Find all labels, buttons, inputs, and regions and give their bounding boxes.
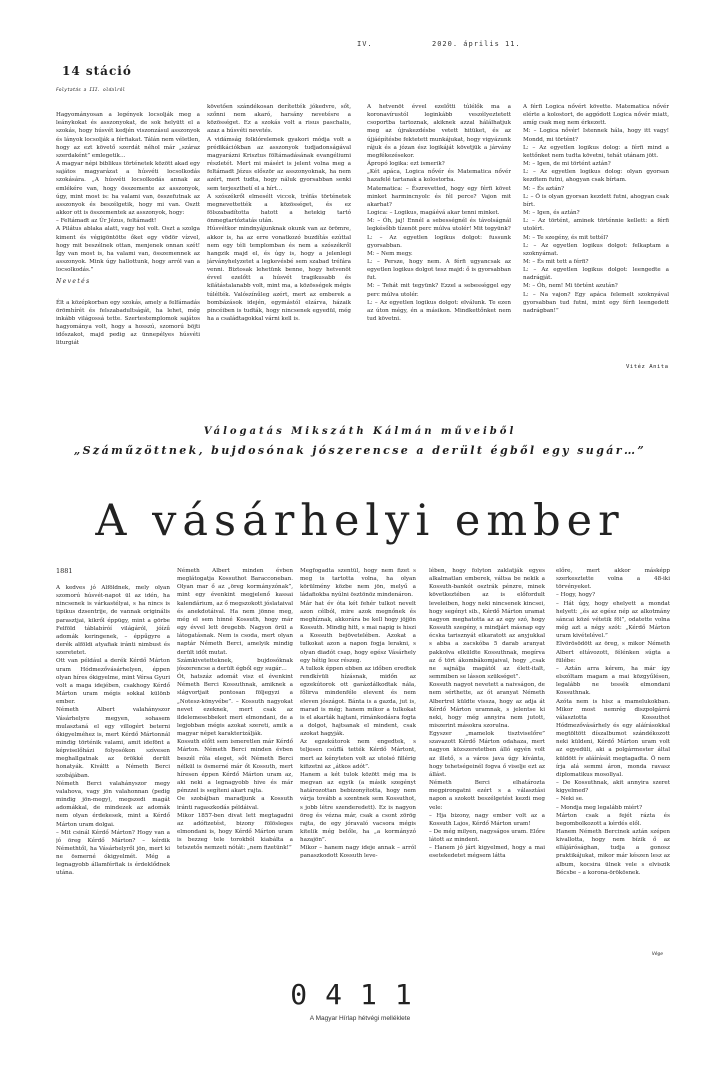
article-column-1 xyxy=(56,103,200,368)
issue-number: IV. xyxy=(357,40,373,48)
article-signature: Vitéz Anita xyxy=(626,364,669,370)
issue-date: 2020. április 11. xyxy=(432,40,521,48)
feature-column-2: Németh Albert minden évben meglátogatja Kossuthot Baracconeban. Olyan mar ő az „öreg kormányzónak”, mint egy évenkint megjelenő kassai kalendárium, az ő megszokott jóslataival és anekdotáival. Ha nem jönne meg, még el sem hinné Kossuth, hogy már egy évvel lett öregebb. Nagyon örül a látogatásnak. Nem is csoda, mert olyan naptár Németh Berci, amelyik mindig derült időt mutat. Számkivetetteknek, bujdosóknak jószerencse a derült égből egy sugár… Ót, hatszáz adomát visz el évenkint Németh Berci Kossuthnak, amiknek a slágvortjait pontosan följegyzi a „Notesz-könyvébe”. – Kossuth nagyokat nevet ezeknek, mert csak az ildelemesebbeket meri elmondani, de a legjobban mégis azokat szereti, amik a magyar népet karakterizálják. Kossuth előtt sem ismeretlen már Kérdő Márton. Németh Berci minden évben beszél róla eleget, sőt Németh Berci nélkül is ösmerné már őt Kossuth, mert híresen éppen Kérdő Márton uram az, aki neki a legnagyobb hive és már pénzzel is segíteni akart rajta. Oe szobájban maradjunk a Kossuth iránti ragaszkodás példáival. Mikor 1857-ben divat lett megtagadni az adófizetést, bizony fölösleges elmondani is, hogy Kérdő Márton uram is bezzeg tele torokból kiabálta a tetszetős nemzeti nótát: „nem fizetünk!” xyxy=(177,568,293,852)
article-column-1-text: Hagyományosan a legények locsolják meg a leánykokat és asszonyokat, de sok helyütt el a szokás, hogy húsvét kedjén viszonzásul asszonyok és lányok locsolják a férfiakat. Tálán nem véletlen, hogy az ezt követő szerdát néhol már „száraz szerdaként” emlegetik… A magyar népi biblikus történetek között akad egy sajátos magyarázat a húsvéti locsolkodás szokására. „A húsvéti locsolkodás annak az emlékére van, hogy összemente az asszonyok, úgy, mint most is: ha valami van, összefutnak az asszonyok és beszélgetik, hogy mi van. Osztt akkor ott is összementek az asszonyok, hogy: – Feltámadt az Úr Jézus, feltámadt! A Pilátus ablaka alatt, vagy hol volt. Oszt a szolga kiment és végigöntötte őket egy vödör vízvel, hogy mit beszélnek ottan, menjenek onnan szét! Így van most is, ha valami van, összemennek az asszonyok. Mink úgy hallottunk, hogy arról van a locsolkodás.” xyxy=(56,112,200,274)
feature-column-1: A kedves jó Alföldnek, mely olyan szomorú húsvét-napot ül az idén, ha nincsenek is várkastélyai, s ha nincs is tipikus dzsentrije, de vannak originális parasztjai, kikről éppügy, mint a görbe Felföld táblabíróí világáról, jóízű adomák keringenek, – éppűgyre a derék alföldi atyafiak iránti nimbust és szeretetet. Ott van például a derék Kérdő Márton uram Hódmezővásárhelyen, éppen olyan híres ókigyelme, mint Vérsa Gyuri volt a maga idejében, csakhogy Kérdő Márton uram mégis sokkal különb ember. Németh Albert valahányszor Vásárhelyre megyen, sohasem mulasztaná el egy villogért beterni ókigyelméhez is, mert Kérdő Mártonnál mindig történik valami, amit idefönt a képviselőházi folyosókon szívesen meghallgatnak az örökké derült honatyák. Kiváltt a Németh Berci szobájában. Németh Berci valahányszor megy valahova, vagy jön valahonnan (pedig mindig jön-megy), megszedi magát adomákkal, de mindezek az adomák nem olyan érdekesek, mint a Kérdő Márton uram dolgai. – Mit csinál Kérdő Márton? Hogy van a jó öreg Kérdő Márton? – kérdik Némethtől, ha Vásárhelyről jön, mert ki ne ösmerné ókigyelmét. Még a legnagyobb államférfiak is érdeklődnek utána. xyxy=(56,585,170,877)
feature-column-4: lében, hogy folyton zaklatják egyes alkalmatlan emberek, váltsa be nekik a Kossuth-bankót osztrák pénzre, minek következtében az is előfordult leveleiben, hogy neki nincsenek kincsei, hogy segényt sib., Kérdő Márton uramat nagyon meghatotta az az egy szó, hogy Kossuth szegény, s mindjárt másnap egy écska tarisznyát elkaratott az anyjukkal s abba a zacskóba 5 darab aranyat pakkolva elküldte Kossuthnak, megírva az ő tört ákombákomjaival, hogy „csak ne sajnálja magától az élett-italt, semmiben se lásson szükséget”. Kossuth nagyot nevetett a naivságon, de nem sérthette, az ót aranyat Németh Albertrel küldte vissza, hogy az adja át Kérdő Márton uramnak, s jelentse ki neki, hogy még annyira nem jutott, miszerint másokra szorulna. Egyszer „mamelok tisztviselőre” szavazott Kérdő Márton odahaza, mert nagyon közszeretetben álló egyén volt az illető, s a város java úgy kívánta, hogy tehetségeinél fogva ő viselje ezt az állást. Németh Berci elhatározta megpirongatni ezért s a választási napon a szokott beszélgetést kezdi meg vele: – Hja bizony, nagy ember volt az a Kossuth Lajos, Kérdő Márton uram! – De még milyen, nagyságos uram. Előre látott az mindent. – Hanem jó járt kigyelmed, hogy a mai esetekedetet mégsem látta xyxy=(429,568,545,860)
article-column-1-text-2: Élt a középkorban egy szokás, amely a felfámadás örömhírét és felszabadultságát, ha lehet, még inkább világossá tette. Szertestemplomok sajátos hagyománya volt, hogy a hosszú, szomorú böjti időszakot, majd pedig az ünnepélyes húsvéti liturgiát xyxy=(56,299,200,347)
end-mark: Vége xyxy=(652,952,664,957)
series-title: Válogatás Mikszáth Kálmán műveiből xyxy=(203,426,517,437)
feature-column-3: Megfogadta szentül, hogy nem fizet s meg is tartotta volna, ha olyan körülmény közbe nem jön, melyű a ládafiokba nyúlni ösztönöz mindenáron. Már hat év óta két fehér tulkot nevelt azon célból, mire azok megnőnek és meghíznak, akkorára be kell hogy jöjjön Kossuth. Mindig hitt, s mai napig is hiszi a Kossuth bejövetelében. Azokat a tulkokat azon a napon fogja lerakni, s olyan diadót csap, hogy egész Vásárhely egy hétig lesz részeg. A tulkok éppen ebben az időben eredtek rendkívüli hízásnak, midőn az egzekútorok ott garázdálkodtak nála, főlirva mindenféle elevent és nem eleven jószágot. Bánta is a gazda, jut is, marad is még; hanem mikor a tulkokat is el akarták hajtani, rimánkodásra fogta a dolgot, hajtsanak el mindent, csak azokat hagyják. Az egzekútorok nem engedtek, s teljesen csúffá tették Kérdő Mártont, mert az kényteten volt az utolsó fillérig kifizetni az „átkos adót”. Hanem a két tulok között még ma is megvan az egyik (a másik szegényt határozottan bebizonyította, hogy nem várja tovább a szentnek sem Kossuthot, s jobb létre szenderedett). Ez is nagyon öreg és vézna már, csak a csont zörög rajta, de egy jóravaló vacsora mégis kitelik még belőle, ha „a kormányzó hazajön”. Mikor – hanem nagy ideje annak – arról panaszkodott Kossuth leve- xyxy=(300,568,416,860)
continued-note: Folytatás a III. oldalról xyxy=(56,88,126,93)
series-quote: „Száműzöttnek, bujdosónak jószerencse a derült égből egy sugár…” xyxy=(73,444,647,457)
article-column-3: A hetvenöt évvel ezelőtti túlélők ma a koronavírustól leginkább veszélyeztetett csoportba tartoznak, akiknek azzal hálálhatjuk meg az újrakezdésbe vetett hitüket, és az újjáépítésbe fektetett munkájukat, hogy vigyázunk rájuk és a józan ész logikáját követjük a járvány megfékezésekor. Ápropó logika: ezt ismerik? „Két apáca, Logica nővér és Matematica nővér hazafelé tartanak a kolostorba. Matematica: – Észrevetted, hogy egy férfi követ minket harmincnyolc és fél perce? Vajon mit akarhat? Logica: – Logikus, magáévá akar tenni minket. M: – Óh, jaj! Ennél a sebességnél és távolságnál legkésőbb tízenöt perc múlva utolér! Mit tegyünk? L: – Az egyetlen logikus dolgot: fussunk gyorsabban. M: – Nem megy. L: – Persze, hogy nem. A férfi ugyancsak az egyetlen logikus dolgot tesz majd: ő is gyorsabban fut. M: – Tehát mit tegyünk? Ezzel a sebességgel egy perc múlva utolér. L: – Az egyetlen logikus dolgot: elválunk. Te ezen az úton mégy, én a másikon. Mindkettőnket nem tud követni. xyxy=(367,104,511,323)
article-column-2: követően szándékosan derítették jókedvre, sőt, szőnni nem akaró, harsány nevetésre a közösséget. Ez a szokás volt a risus paschalis, azaz a húsvéti nevetés. A vidámság folklórelemek gyakori módja volt a prédikációkban az asszonyok tudjadonságával magyarázni Krisztus föltámadásának evangéliumi részletét. Mert mi másért is jelent volna meg a feltámadt Jézus először az asszonyoknak, ha nem azért, mert tudta, hogy náluk gyorsabban senki sem terjeszthetí el a hírt… A szószékről elmesélt viccek, tréfás történetek megnevettették a közösséget, és ez fölszabadította hatott a hetekig tartó önmegtartóztatás után. Húsvétkor mindnyájunknak okunk van az örömre, akkor is, ha az erre vonatkozó buzdítás ezúttal nem egy téli templomban és nem a szószékről hangzik majd el, és úgy is, hogy a jelenlegi járványhelyzetet a legkevésbé sem szabad tréfára venni. Biztosak lehetünk benne, hogy hetvenöt évvel ezelőtt a húsvét tragikusabb és kilátástalanabb volt, mint ma, a közösségek mégis túlélték. Valószínűleg azért, mert az emberek a bombázások idején, egymástól elzárva, házaik pincéiben is tudták, hogy nincsenek egyedül, még ha a családtagokkal várni kell is. xyxy=(207,104,351,323)
feature-year: 1881 xyxy=(56,567,73,575)
subheading-nevetes: Nevetés xyxy=(56,278,91,286)
article-title: 14 stáció xyxy=(62,64,132,78)
article-column-4: A férfi Logica nővért követte. Matematica nővér elérte a kolostort, de aggódott Logica nővér miatt, amíg csak meg nem érkezett. M: – Logica nővér! Istennek hála, hogy itt vagy! Mondd, mi történt? L: – Az egyetlen logikus dolog: a férfi mind a kettőnket nem tudta követni, tehát utánam jött. M: – Igen, de mi történt aztán? L: – Az egyetlen logikus dolog: olyan gyorsan kezdtem futni, ahogyan csak bírtam. M: – És aztán? L: – Ő is olyan gyorsan kezdett futni, ahogyan csak bírt. M: – Igen, és aztán? L: – Az történt, aminek történnie kellett: a férfi utolért. M: – Te szegény, és mit tettél? L: – Az egyetlen logikus dolgot: felkaptam a szoknyámat. M: – És mit tett a férfi? L: – Az egyetlen logikus dolgot: leengedte a nadrágját. M: – Óh, nem! Mi történt azután? L: – Na vajon? Egy apáca felemelt szoknyával gyorsabban tud futni, mint egy férfi leengedett nadrágban!” xyxy=(523,104,669,314)
feature-column-5: előre, mert akkor másképp szerkesztette volna a 48-iki törvényeket. – Hogy, hogy? – Hát úgy, hogy ehelyett a mondat helyett: „és az egész nép az alkotmány sáncai közé vétetik föl”, odatette volna még azt a négy szót: „Kérdő Márton uram kivételével.” Elvörösödött az öreg, s mikor Németh Albert eltávozott, félénken súgta a fülébe: – Aztán arra kérem, ha már így elszóltam magam a mai közgyűlésen, legalább ne tessék elmondani Kossuthnak. Azóta nem is hisz a mamelukokban. Mikor most nemrég diszpolgárrá választotta Kossuthot Hódmezővásárhely és egy aláírásokkal megtöltött díszalbumot szándékozott neki küldeni, Kérdő Márton uram volt az egyedüli, aki a polgármester által küldött ív aláírását megtagadta. Ő nem írja alá semmi áron, monda ravasz diplomatikus mosollyal. – De Kossuthnak, akit annyira szeret kigyelmed? – Neki se. – Mondja meg legalább miért? Márton csak a fejét rázta és begombolkozott a kérdés elől. Hanem Németh Bercinek aztán szépen kivallotta, hogy nem bízik ő az ellájárósághan, tudja a gonosz praktikájukat, mikor már készen lesz az album, kocsira ülnek vele s elviszik Bécsbe – a korona-örökösnek. xyxy=(556,568,670,876)
feature-headline: A vásárhelyi ember xyxy=(95,496,625,546)
page-footer: A Magyar Hírlap hétvégi melléklete xyxy=(309,1015,411,1022)
page-number: 0411 xyxy=(290,978,430,1011)
